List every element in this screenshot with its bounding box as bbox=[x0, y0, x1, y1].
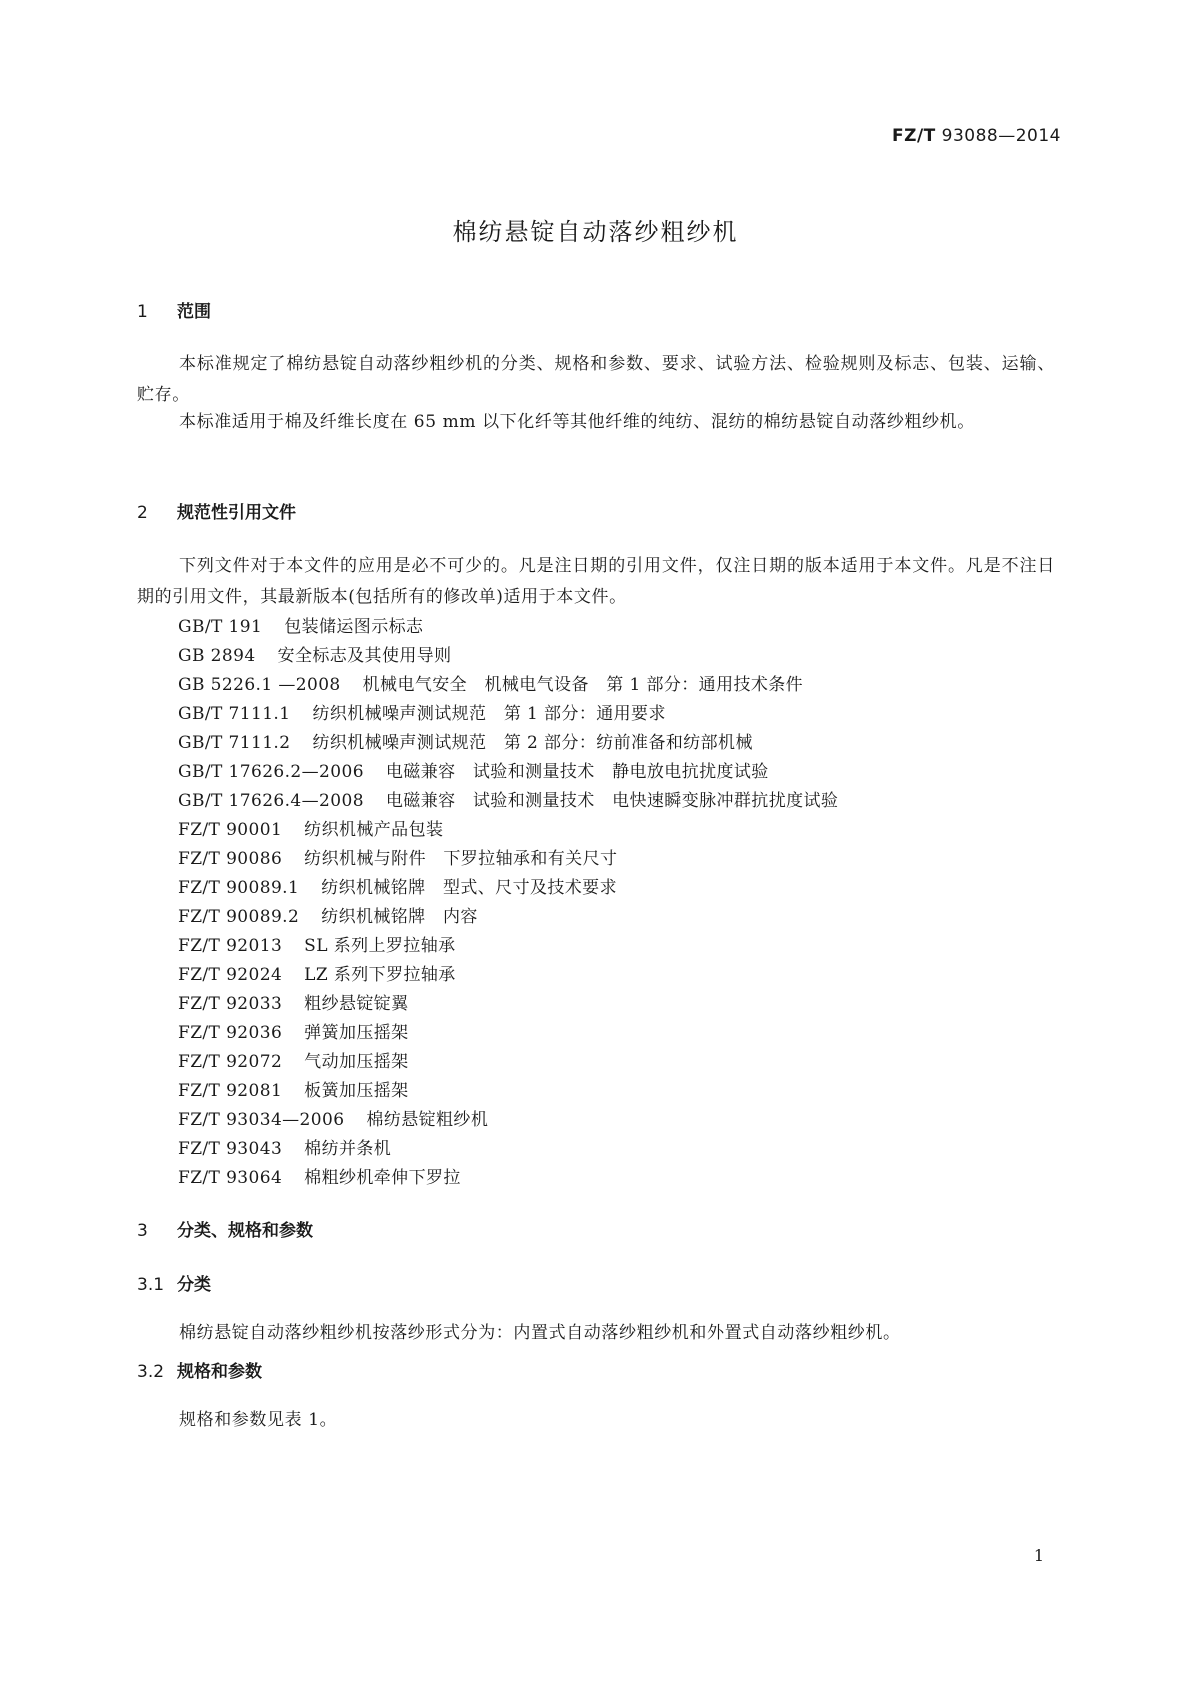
reference-title: 粗纱悬锭锭翼 bbox=[304, 994, 409, 1014]
section-title: 分类、规格和参数 bbox=[177, 1221, 313, 1241]
reference-item bbox=[178, 960, 456, 985]
reference-code: GB 2894 bbox=[178, 646, 256, 666]
section-number: 3.2 bbox=[137, 1362, 165, 1382]
reference-title: 气动加压摇架 bbox=[304, 1052, 409, 1072]
reference-title: 弹簧加压摇架 bbox=[304, 1023, 409, 1043]
reference-code: GB/T 191 bbox=[178, 617, 263, 637]
section-title: 范围 bbox=[177, 302, 211, 322]
section-number: 3 bbox=[137, 1221, 148, 1241]
reference-item bbox=[178, 873, 617, 898]
reference-item bbox=[178, 1047, 409, 1072]
reference-item bbox=[178, 931, 456, 956]
reference-code: FZ/T 92033 bbox=[178, 994, 283, 1014]
reference-title: 纺织机械产品包装 bbox=[304, 820, 444, 840]
references-intro: 下列文件对于本文件的应用是必不可少的。凡是注日期的引用文件，仅注日期的版本适用于本文件。凡是不注日期的引用文件，其最新版本(包括所有的修改单)适用于本文件。 bbox=[137, 556, 1055, 607]
section-number: 2 bbox=[137, 503, 148, 523]
section-3-heading bbox=[137, 1216, 313, 1241]
section-title: 规范性引用文件 bbox=[177, 503, 296, 523]
reference-title: 纺织机械噪声测试规范 第 1 部分：通用要求 bbox=[312, 704, 666, 724]
reference-item bbox=[178, 1018, 409, 1043]
reference-code: FZ/T 90001 bbox=[178, 820, 283, 840]
reference-title: 包装储运图示标志 bbox=[284, 617, 424, 637]
reference-title: 纺织机械噪声测试规范 第 2 部分：纺前准备和纺部机械 bbox=[312, 733, 753, 753]
reference-item bbox=[178, 699, 666, 724]
classification-paragraph: 棉纺悬锭自动落纱粗纱机按落纱形式分为：内置式自动落纱粗纱机和外置式自动落纱粗纱机。 bbox=[179, 1323, 901, 1343]
reference-title: 板簧加压摇架 bbox=[304, 1081, 409, 1101]
reference-title: 棉纺并条机 bbox=[304, 1139, 392, 1159]
reference-code: FZ/T 93043 bbox=[178, 1139, 283, 1159]
reference-item bbox=[178, 815, 443, 840]
reference-code: FZ/T 92081 bbox=[178, 1081, 283, 1101]
reference-item bbox=[178, 728, 753, 753]
reference-title: 棉纺悬锭粗纱机 bbox=[366, 1110, 489, 1130]
reference-code: GB/T 17626.2—2006 bbox=[178, 762, 364, 782]
section-1-heading bbox=[137, 297, 211, 322]
reference-item bbox=[178, 989, 409, 1014]
reference-code: FZ/T 92013 bbox=[178, 936, 283, 956]
reference-item bbox=[178, 757, 769, 782]
reference-code: FZ/T 93034—2006 bbox=[178, 1110, 345, 1130]
reference-item bbox=[178, 844, 617, 869]
reference-title: 纺织机械铭牌 内容 bbox=[321, 907, 478, 927]
spec-paragraph: 规格和参数见表 1。 bbox=[179, 1410, 338, 1430]
reference-item bbox=[178, 641, 452, 666]
standard-prefix: FZ/T bbox=[892, 126, 936, 146]
reference-item bbox=[178, 1076, 409, 1101]
reference-item bbox=[178, 1163, 461, 1188]
section-title: 分类 bbox=[177, 1275, 211, 1295]
section-2-heading bbox=[137, 498, 296, 523]
reference-code: FZ/T 93064 bbox=[178, 1168, 283, 1188]
reference-item bbox=[178, 612, 423, 637]
reference-item bbox=[178, 1134, 391, 1159]
scope-paragraph-2: 本标准适用于棉及纤维长度在 65 mm 以下化纤等其他纤维的纯纺、混纺的棉纺悬锭自动落纱粗纱机。 bbox=[179, 412, 975, 432]
reference-item bbox=[178, 786, 838, 811]
page-number: 1 bbox=[1033, 1546, 1044, 1565]
reference-item bbox=[178, 1105, 488, 1130]
section-number: 1 bbox=[137, 302, 148, 322]
reference-code: FZ/T 90089.2 bbox=[178, 907, 300, 927]
document-title: 棉纺悬锭自动落纱粗纱机 bbox=[452, 218, 739, 246]
section-number: 3.1 bbox=[137, 1275, 165, 1295]
reference-title: 机械电气安全 机械电气设备 第 1 部分：通用技术条件 bbox=[362, 675, 804, 695]
section-3-2-heading bbox=[137, 1357, 262, 1382]
reference-code: GB/T 17626.4—2008 bbox=[178, 791, 364, 811]
reference-item bbox=[178, 670, 803, 695]
reference-code: GB/T 7111.2 bbox=[178, 733, 291, 753]
reference-code: GB 5226.1 —2008 bbox=[178, 675, 341, 695]
reference-title: 电磁兼容 试验和测量技术 电快速瞬变脉冲群抗扰度试验 bbox=[385, 791, 839, 811]
reference-code: FZ/T 90089.1 bbox=[178, 878, 300, 898]
reference-title: 电磁兼容 试验和测量技术 静电放电抗扰度试验 bbox=[385, 762, 769, 782]
reference-title: 安全标志及其使用导则 bbox=[277, 646, 452, 666]
scope-paragraph-1: 本标准规定了棉纺悬锭自动落纱粗纱机的分类、规格和参数、要求、试验方法、检验规则及标志、包装、运输、贮存。 bbox=[137, 354, 1055, 405]
reference-code: FZ/T 92072 bbox=[178, 1052, 283, 1072]
section-3-1-heading bbox=[137, 1270, 211, 1295]
section-title: 规格和参数 bbox=[177, 1362, 262, 1382]
standard-number: 93088—2014 bbox=[935, 126, 1061, 146]
reference-title: LZ 系列下罗拉轴承 bbox=[304, 965, 456, 985]
reference-code: GB/T 7111.1 bbox=[178, 704, 291, 724]
reference-title: 纺织机械与附件 下罗拉轴承和有关尺寸 bbox=[304, 849, 618, 869]
reference-code: FZ/T 90086 bbox=[178, 849, 283, 869]
reference-item bbox=[178, 902, 478, 927]
reference-title: 纺织机械铭牌 型式、尺寸及技术要求 bbox=[321, 878, 617, 898]
reference-code: FZ/T 92036 bbox=[178, 1023, 283, 1043]
reference-title: SL 系列上罗拉轴承 bbox=[304, 936, 456, 956]
standard-code bbox=[892, 126, 1061, 146]
reference-title: 棉粗纱机牵伸下罗拉 bbox=[304, 1168, 461, 1188]
reference-code: FZ/T 92024 bbox=[178, 965, 283, 985]
